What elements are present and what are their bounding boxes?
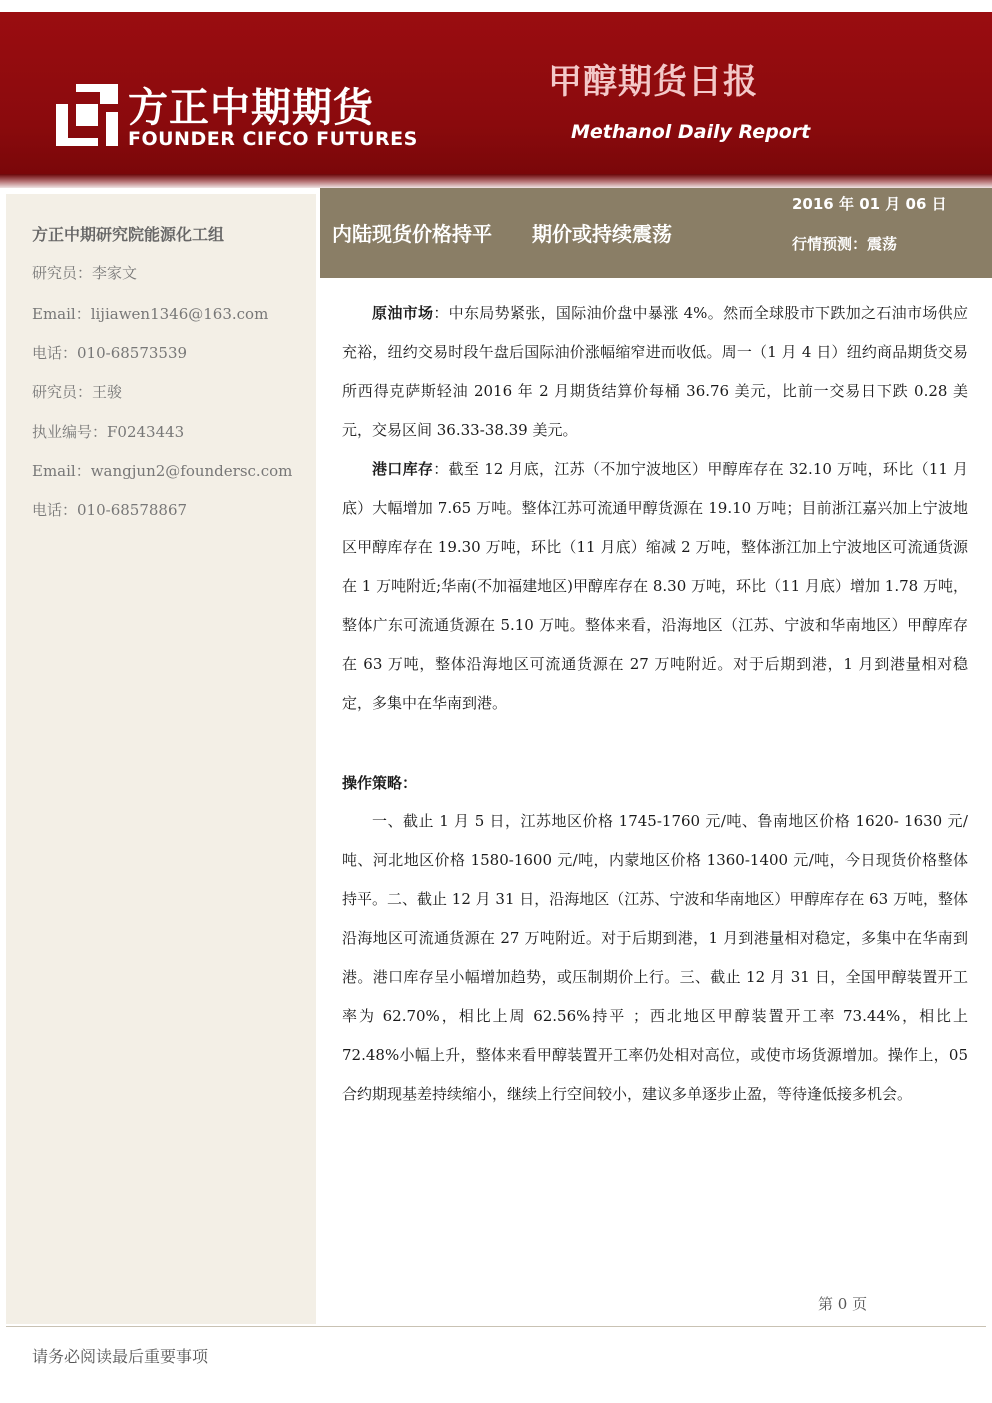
founder-logo-icon <box>56 84 118 146</box>
crude-oil-paragraph <box>342 294 968 450</box>
footer-divider <box>6 1326 986 1327</box>
strategy-section <box>342 802 968 1114</box>
report-date: 2016 年 01 月 06 日 <box>792 195 947 213</box>
report-subtitle: Methanol Daily Report <box>571 121 811 143</box>
researcher-email: Email：wangjun2@foundersc.com <box>32 462 293 480</box>
port-inventory-label: 港口库存 <box>372 460 434 478</box>
researcher-phone: 电话：010-68573539 <box>32 344 188 362</box>
port-inventory-paragraph <box>342 450 968 723</box>
researcher-phone: 电话：010-68578867 <box>32 501 188 519</box>
license-number: 执业编号：F0243443 <box>32 423 185 441</box>
researcher-name: 研究员：王骏 <box>32 383 123 401</box>
strategy-heading: 操作策略： <box>342 774 418 792</box>
headline: 内陆现货价格持平 期价或持续震荡 <box>332 222 672 246</box>
market-forecast: 行情预测：震荡 <box>792 235 898 253</box>
crude-oil-section <box>342 294 968 450</box>
sidebar <box>6 194 316 1324</box>
researcher-email: Email：lijiawen1346@163.com <box>32 305 269 323</box>
company-name-cn: 方正中期期货 <box>128 85 374 131</box>
research-group: 方正中期研究院能源化工组 <box>32 225 225 244</box>
disclaimer-note: 请务必阅读最后重要事项 <box>32 1347 209 1366</box>
banner-divider <box>0 174 992 188</box>
company-name-en: FOUNDER CIFCO FUTURES <box>128 128 418 150</box>
page-number: 第 0 页 <box>818 1295 868 1313</box>
researcher-name: 研究员：李家文 <box>32 264 138 282</box>
port-inventory-text: ：截至 12 月底，江苏（不加宁波地区）甲醇库存在 32.10 万吨，环比（11 月底）大幅增加 7.65 万吨。整体江苏可流通甲醇货源在 19.10 万吨；目前浙江嘉兴加上宁波地区甲醇库存在 19.30 万吨，环比（11 月底）缩减 2 万吨，整体浙江加上宁波地区可流通货源在 1 万吨附近;华南(不加福建地区)甲醇库存在 8.30 万吨，环比（11 月底）增加 1.78 万吨，整体广东可流通货源在 5.10 万吨。整体来看，沿海地区（江苏、宁波和华南地区）甲醇库存在 63 万吨，整体沿海地区可流通货源在 27 万吨附近。对于后期到港，1 月到港量相对稳定，多集中在华南到港。 <box>342 460 968 712</box>
strategy-paragraph: 一、截止 1 月 5 日，江苏地区价格 1745-1760 元/吨、鲁南地区价格 1620- 1630 元/吨、河北地区价格 1580-1600 元/吨，内蒙地区价格 1360-1400 元/吨，今日现货价格整体持平。二、截止 12 月 31 日，沿海地区（江苏、宁波和华南地区）甲醇库存在 63 万吨，整体沿海地区可流通货源在 27 万吨附近。对于后期到港，1 月到港量相对稳定，多集中在华南到港。港口库存呈小幅增加趋势，或压制期价上行。三、截止 12 月 31 日，全国甲醇装置开工率为 62.70%，相比上周 62.56%持平 ；西北地区甲醇装置开工率 73.44%，相比上 72.48%小幅上升，整体来看甲醇装置开工率仍处相对高位，或使市场货源增加。操作上，05 合约期现基差持续缩小，继续上行空间较小，建议多单逐步止盈，等待逢低接多机会。 <box>342 812 968 1103</box>
crude-oil-text: ：中东局势紧张，国际油价盘中暴涨 4%。然而全球股市下跌加之石油市场供应充裕，纽约交易时段午盘后国际油价涨幅缩窄进而收低。周一（1 月 4 日）纽约商品期货交易所西得克萨斯轻油 2016 年 2 月期货结算价每桶 36.76 美元，比前一交易日下跌 0.28 美元，交易区间 36.33-38.39 美元。 <box>342 304 968 439</box>
report-title: 甲醇期货日报 <box>548 62 758 102</box>
crude-oil-label: 原油市场 <box>372 304 434 322</box>
port-inventory-section <box>342 450 968 723</box>
